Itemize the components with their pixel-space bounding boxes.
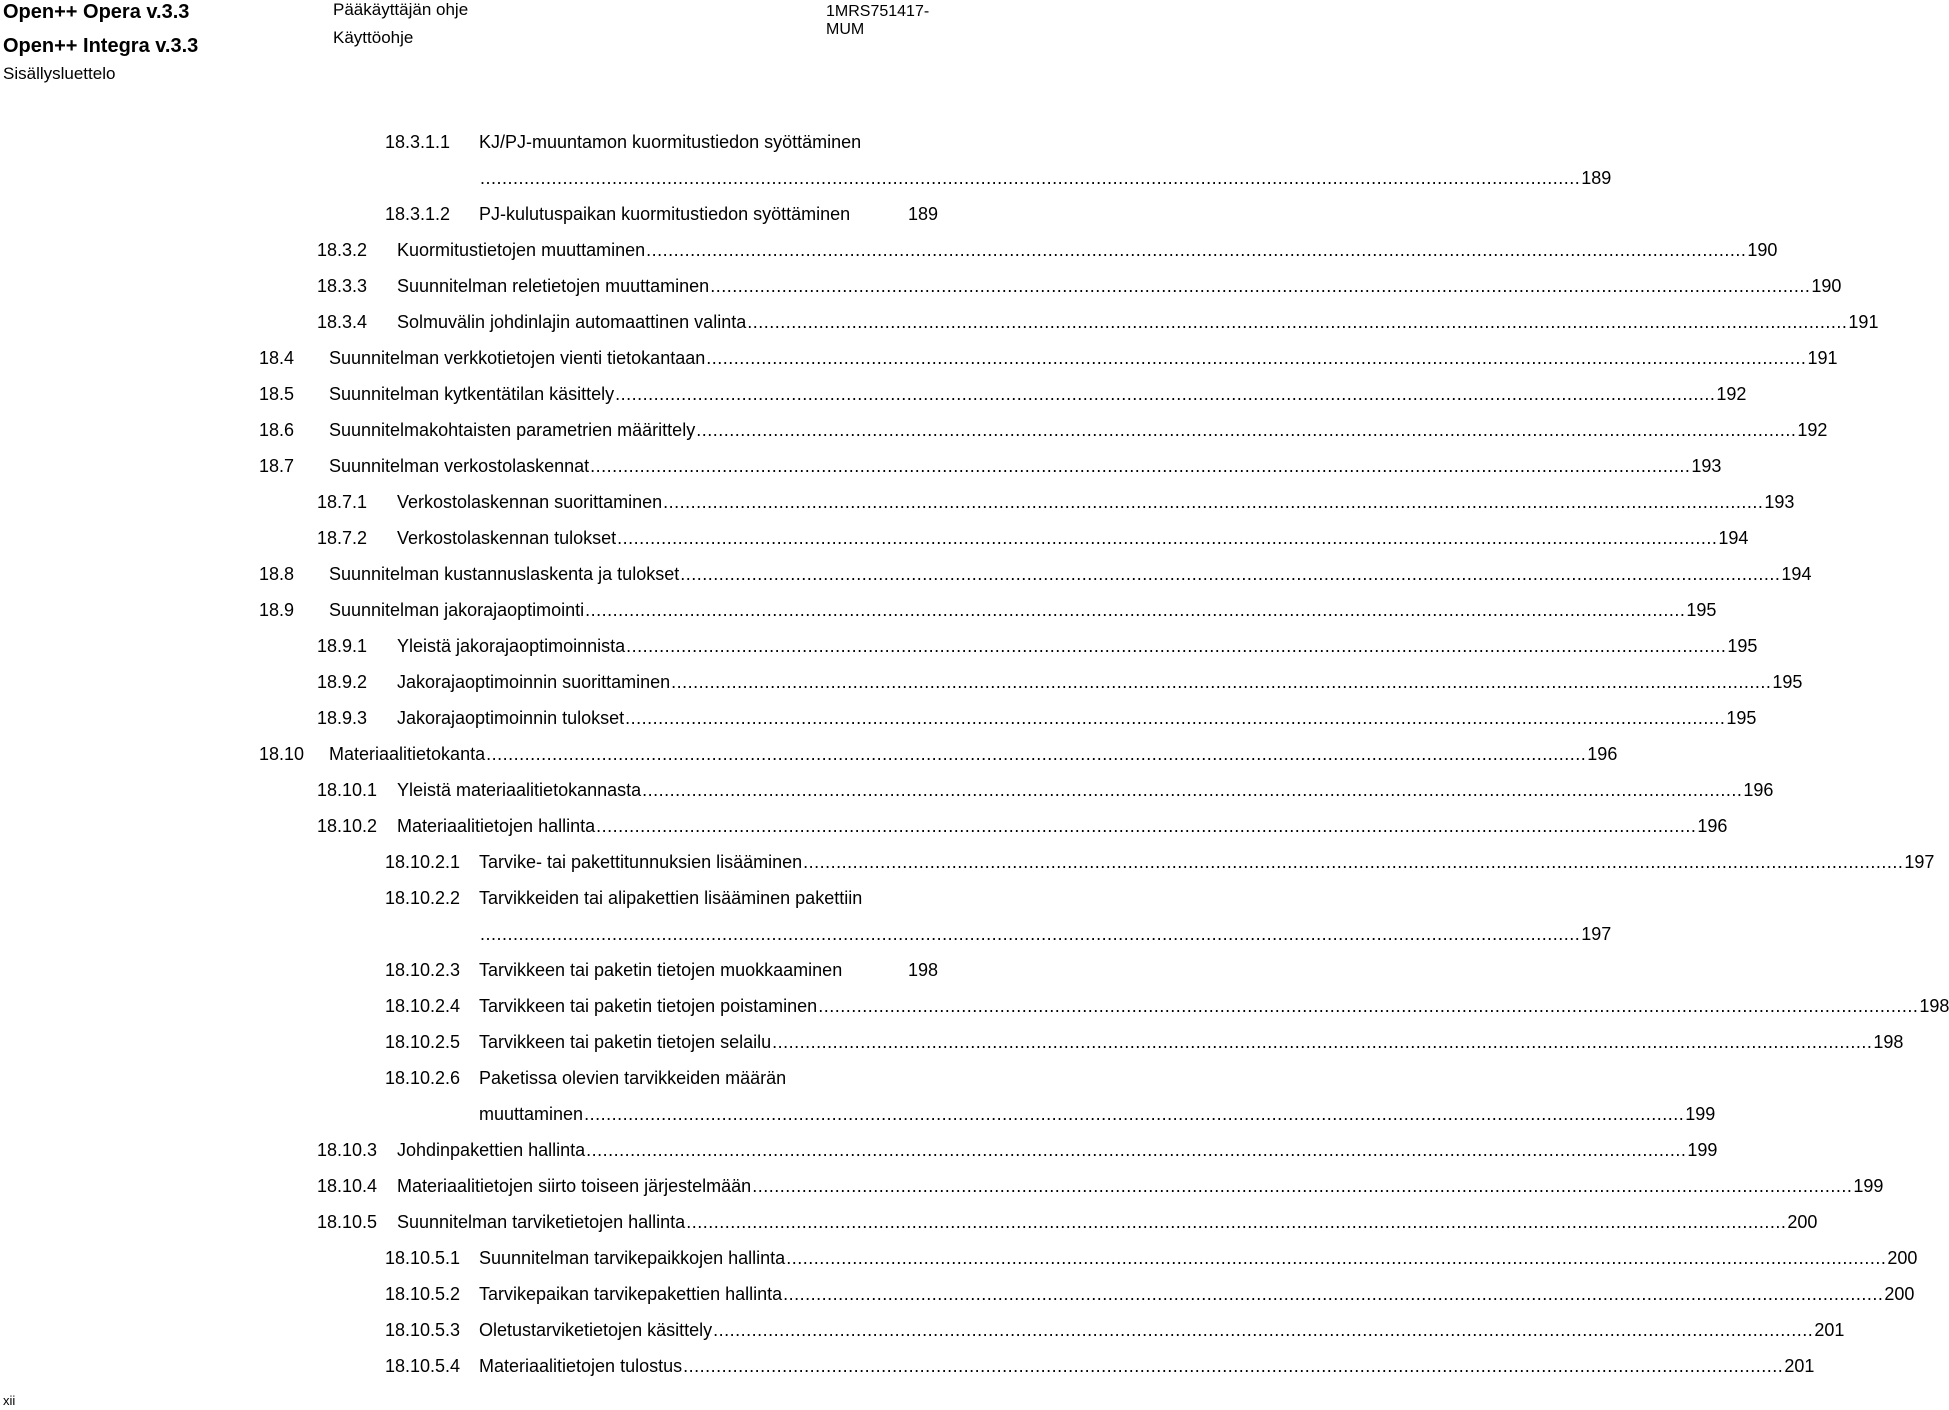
toc-entry-number: 18.9.1 xyxy=(317,636,368,656)
toc-entry[interactable] xyxy=(317,670,1803,694)
section-title: Sisällysluettelo xyxy=(3,64,116,83)
toc-entry[interactable] xyxy=(385,886,1612,946)
toc-entry-page: 196 xyxy=(1697,816,1728,836)
toc-entry-number: 18.7.2 xyxy=(317,528,368,548)
toc-entry-page: 199 xyxy=(1685,1104,1716,1124)
toc-entry-number: 18.6 xyxy=(259,420,295,440)
toc-entry-number: 18.10.2.6 xyxy=(385,1068,461,1088)
toc-leader-dots: ........................................................................................................................................................................................................ xyxy=(713,1320,1814,1340)
toc-entry-page: 200 xyxy=(1884,1284,1915,1304)
toc-entry[interactable] xyxy=(385,202,938,226)
toc-entry-title: Jakorajaoptimoinnin tulokset xyxy=(397,708,625,728)
toc-entry[interactable] xyxy=(385,1318,1845,1342)
toc-leader-dots: ........................................................................................................................................................................................................ xyxy=(680,564,1781,584)
toc-leader-dots: ........................................................................................................................................................................................................ xyxy=(663,492,1764,512)
toc-entry-page: 192 xyxy=(1797,420,1828,440)
toc-entry[interactable] xyxy=(259,382,1747,406)
toc-entry-page: 198 xyxy=(1919,996,1949,1016)
toc-entry-title: Yleistä jakorajaoptimoinnista xyxy=(397,636,626,656)
toc-entry-page: 196 xyxy=(1743,780,1774,800)
toc-leader-dots: ........................................................................................................................................................................................................ xyxy=(783,1284,1884,1304)
toc-entry-page: 198 xyxy=(907,960,938,980)
toc-entry-title: Paketissa olevien tarvikkeiden määrän xyxy=(479,1068,787,1088)
toc-entry-number: 18.10.5 xyxy=(317,1212,378,1232)
toc-entry-title: Materiaalitietojen tulostus xyxy=(479,1356,683,1376)
toc-entry-page: 189 xyxy=(907,204,938,224)
toc-leader-dots: ........................................................................................................................................................................................................ xyxy=(585,600,1686,620)
toc-entry-number: 18.10.5.1 xyxy=(385,1248,461,1268)
toc-leader-dots: ........................................................................................................................................................................................................ xyxy=(625,708,1726,728)
toc-entry-page: 196 xyxy=(1587,744,1618,764)
page-number: xii xyxy=(3,1393,16,1408)
toc-entry[interactable] xyxy=(259,562,1812,586)
toc-entry[interactable] xyxy=(317,274,1842,298)
toc-entry-page: 194 xyxy=(1718,528,1749,548)
toc-leader-dots: ........................................................................................................................................................................................................ xyxy=(686,1212,1787,1232)
toc-leader-dots: ........................................................................................................................................................................................................ xyxy=(596,816,1697,836)
toc-entry-page: 199 xyxy=(1687,1140,1718,1160)
toc-entry-page: 191 xyxy=(1848,312,1879,332)
toc-entry-number: 18.10 xyxy=(259,744,305,764)
toc-entry[interactable] xyxy=(317,1210,1818,1234)
toc-entry-title: Tarvikkeen tai paketin tietojen selailu xyxy=(479,1032,772,1052)
toc-leader-dots: ........................................................................................................................................................................................................ xyxy=(710,276,1811,296)
toc-leader-dots: ........................................................................................................................................................................................................ xyxy=(480,168,1581,188)
toc-leader-dots: ........................................................................................................................................................................................................ xyxy=(615,384,1716,404)
toc-entry-number: 18.10.2.2 xyxy=(385,888,461,908)
toc-entry[interactable] xyxy=(317,634,1758,658)
toc-entry-number: 18.5 xyxy=(259,384,295,404)
toc-entry-number: 18.10.2.1 xyxy=(385,852,461,872)
toc-entry[interactable] xyxy=(317,778,1774,802)
toc-entry-page: 201 xyxy=(1814,1320,1845,1340)
toc-entry-number: 18.4 xyxy=(259,348,295,368)
toc-leader-dots: ........................................................................................................................................................................................................ xyxy=(486,744,1587,764)
toc-leader-dots: ........................................................................................................................................................................................................ xyxy=(747,312,1848,332)
toc-entry-title: Tarvikkeiden tai alipakettien lisääminen pakettiin xyxy=(479,888,863,908)
toc-entry-title: Suunnitelman verkostolaskennat xyxy=(329,456,590,476)
toc-entry-page: 190 xyxy=(1811,276,1842,296)
toc-entry-number: 18.10.2.4 xyxy=(385,996,461,1016)
toc-entry-number: 18.3.3 xyxy=(317,276,368,296)
document-code: 1MRS751417-MUM xyxy=(826,3,930,38)
toc-entry-page: 195 xyxy=(1686,600,1717,620)
toc-entry-title: Oletustarviketietojen käsittely xyxy=(479,1320,713,1340)
toc-entry-title: Tarvikkeen tai paketin tietojen muokkaaminen xyxy=(479,960,843,980)
toc-leader-dots: ........................................................................................................................................................................................................ xyxy=(642,780,1743,800)
toc-entry[interactable] xyxy=(317,706,1757,730)
toc-entry-number: 18.9.3 xyxy=(317,708,368,728)
toc-entry[interactable] xyxy=(317,490,1795,514)
product-name-opera: Open++ Opera v.3.3 xyxy=(3,1,190,23)
toc-entry-page: 191 xyxy=(1807,348,1838,368)
toc-leader-dots: ........................................................................................................................................................................................................ xyxy=(617,528,1718,548)
toc-entry[interactable] xyxy=(385,1030,1904,1054)
toc-entry-page: 194 xyxy=(1781,564,1812,584)
toc-entry[interactable] xyxy=(259,346,1838,370)
toc-entry-number: 18.7.1 xyxy=(317,492,368,512)
toc-entry-number: 18.3.1.1 xyxy=(385,132,451,152)
toc-entry-title: Suunnitelman kytkentätilan käsittely xyxy=(329,384,615,404)
toc-entry-title: Yleistä materiaalitietokannasta xyxy=(397,780,642,800)
toc-leader-dots: ........................................................................................................................................................................................................ xyxy=(786,1248,1887,1268)
toc-entry-number: 18.3.2 xyxy=(317,240,368,260)
toc-entry[interactable] xyxy=(385,130,1612,190)
toc-entry-page: 197 xyxy=(1581,924,1612,944)
toc-entry-title: PJ-kulutuspaikan kuormitustiedon syöttäminen xyxy=(479,204,851,224)
toc-leader-dots: ........................................................................................................................................................................................................ xyxy=(646,240,1747,260)
toc-entry-number: 18.9 xyxy=(259,600,295,620)
toc-entry-number: 18.3.1.2 xyxy=(385,204,451,224)
toc-entry-number: 18.10.5.4 xyxy=(385,1356,461,1376)
toc-entry[interactable] xyxy=(317,238,1778,262)
toc-entry-title: Johdinpakettien hallinta xyxy=(397,1140,586,1160)
toc-entry-number: 18.10.5.3 xyxy=(385,1320,461,1340)
toc-entry-number: 18.7 xyxy=(259,456,295,476)
toc-leader-dots: ........................................................................................................................................................................................................ xyxy=(706,348,1807,368)
toc-entry-page: 190 xyxy=(1747,240,1778,260)
toc-entry[interactable] xyxy=(317,814,1728,838)
toc-leader-dots: ........................................................................................................................................................................................................ xyxy=(586,1140,1687,1160)
toc-entry-number: 18.10.2.5 xyxy=(385,1032,461,1052)
toc-entry-number: 18.10.4 xyxy=(317,1176,378,1196)
toc-entry-number: 18.3.4 xyxy=(317,312,368,332)
toc-leader-dots: ........................................................................................................................................................................................................ xyxy=(683,1356,1784,1376)
toc-entry-page: 195 xyxy=(1726,708,1757,728)
toc-entry-title: Materiaalitietojen siirto toiseen järjestelmään xyxy=(397,1176,752,1196)
toc-entry-title: Materiaalitietokanta xyxy=(329,744,486,764)
toc-entry[interactable] xyxy=(317,1138,1718,1162)
toc-entry-title: Suunnitelman tarviketietojen hallinta xyxy=(397,1212,686,1232)
toc-entry-title: Suunnitelman tarvikepaikkojen hallinta xyxy=(479,1248,786,1268)
toc-entry[interactable] xyxy=(385,1066,1716,1126)
toc-entry-title: Verkostolaskennan tulokset xyxy=(397,528,617,548)
toc-leader-dots: ........................................................................................................................................................................................................ xyxy=(671,672,1772,692)
toc-leader-dots: ........................................................................................................................................................................................................ xyxy=(772,1032,1873,1052)
toc-entry-page: 198 xyxy=(1873,1032,1904,1052)
toc-entry-title: Solmuvälin johdinlajin automaattinen valinta xyxy=(397,312,747,332)
toc-leader-dots: ........................................................................................................................................................................................................ xyxy=(696,420,1797,440)
toc-entry-title: Materiaalitietojen hallinta xyxy=(397,816,596,836)
document-title: Pääkäyttäjän ohje xyxy=(333,0,469,19)
product-name-integra: Open++ Integra v.3.3 xyxy=(3,35,199,57)
toc-entry-number: 18.10.2 xyxy=(317,816,378,836)
toc-entry-number: 18.8 xyxy=(259,564,295,584)
toc-entry-title: Suunnitelman kustannuslaskenta ja tulokset xyxy=(329,564,680,584)
toc-leader-dots: ........................................................................................................................................................................................................ xyxy=(818,996,1919,1016)
toc-entry-title: Jakorajaoptimoinnin suorittaminen xyxy=(397,672,671,692)
toc-entry-page: 200 xyxy=(1887,1248,1918,1268)
toc-entry-title: KJ/PJ-muuntamon kuormitustiedon syöttäminen xyxy=(479,132,862,152)
toc-entry[interactable] xyxy=(259,742,1618,766)
toc-entry[interactable] xyxy=(385,958,938,982)
toc-entry-number: 18.9.2 xyxy=(317,672,368,692)
toc-entry[interactable] xyxy=(317,310,1879,334)
document-subtitle: Käyttöohje xyxy=(333,28,414,47)
toc-entry-number: 18.10.1 xyxy=(317,780,378,800)
toc-entry-page: 192 xyxy=(1716,384,1747,404)
toc-entry[interactable] xyxy=(259,598,1717,622)
toc-entry[interactable] xyxy=(385,1354,1815,1378)
toc-entry-page: 201 xyxy=(1784,1356,1815,1376)
toc-entry[interactable] xyxy=(385,1282,1915,1306)
toc-entry-number: 18.10.3 xyxy=(317,1140,378,1160)
toc-leader-dots: ........................................................................................................................................................................................................ xyxy=(803,852,1904,872)
toc-entry-page: 189 xyxy=(1581,168,1612,188)
toc-entry-page: 195 xyxy=(1727,636,1758,656)
toc-entry-page: 193 xyxy=(1691,456,1722,476)
toc-entry-page: 195 xyxy=(1772,672,1803,692)
toc-entry-number: 18.10.5.2 xyxy=(385,1284,461,1304)
toc-entry-title: Suunnitelman jakorajaoptimointi xyxy=(329,600,585,620)
toc-entry-number: 18.10.2.3 xyxy=(385,960,461,980)
toc-leader-dots: ........................................................................................................................................................................................................ xyxy=(584,1104,1685,1124)
toc-entry-title: Kuormitustietojen muuttaminen xyxy=(397,240,646,260)
toc-entry-title: muuttaminen xyxy=(479,1104,584,1124)
toc-entry-page: 200 xyxy=(1787,1212,1818,1232)
toc-entry[interactable] xyxy=(259,418,1828,442)
toc-leader-dots: ........................................................................................................................................................................................................ xyxy=(626,636,1727,656)
toc-leader-dots: ........................................................................................................................................................................................................ xyxy=(480,924,1581,944)
toc-entry-title: Suunnitelmakohtaisten parametrien määrittely xyxy=(329,420,696,440)
toc-entry-title: Tarvike- tai pakettitunnuksien lisääminen xyxy=(479,852,803,872)
toc-entry-title: Tarvikkeen tai paketin tietojen poistaminen xyxy=(479,996,818,1016)
toc-entry[interactable] xyxy=(385,850,1935,874)
toc-entry[interactable] xyxy=(317,526,1749,550)
toc-leader-dots: ........................................................................................................................................................................................................ xyxy=(590,456,1691,476)
toc-entry[interactable] xyxy=(385,994,1949,1018)
toc-entry-title: Suunnitelman verkkotietojen vienti tietokantaan xyxy=(329,348,706,368)
toc-entry-title: Tarvikepaikan tarvikepakettien hallinta xyxy=(479,1284,783,1304)
toc-entry[interactable] xyxy=(259,454,1722,478)
toc-leader-dots: ........................................................................................................................................................................................................ xyxy=(752,1176,1853,1196)
toc-entry-page: 199 xyxy=(1853,1176,1884,1196)
toc-entry-page: 193 xyxy=(1764,492,1795,512)
toc-entry-title: Suunnitelman reletietojen muuttaminen xyxy=(397,276,710,296)
toc-entry[interactable] xyxy=(385,1246,1918,1270)
toc-entry-title: Verkostolaskennan suorittaminen xyxy=(397,492,663,512)
toc-entry-page: 197 xyxy=(1904,852,1935,872)
toc-entry[interactable] xyxy=(317,1174,1884,1198)
